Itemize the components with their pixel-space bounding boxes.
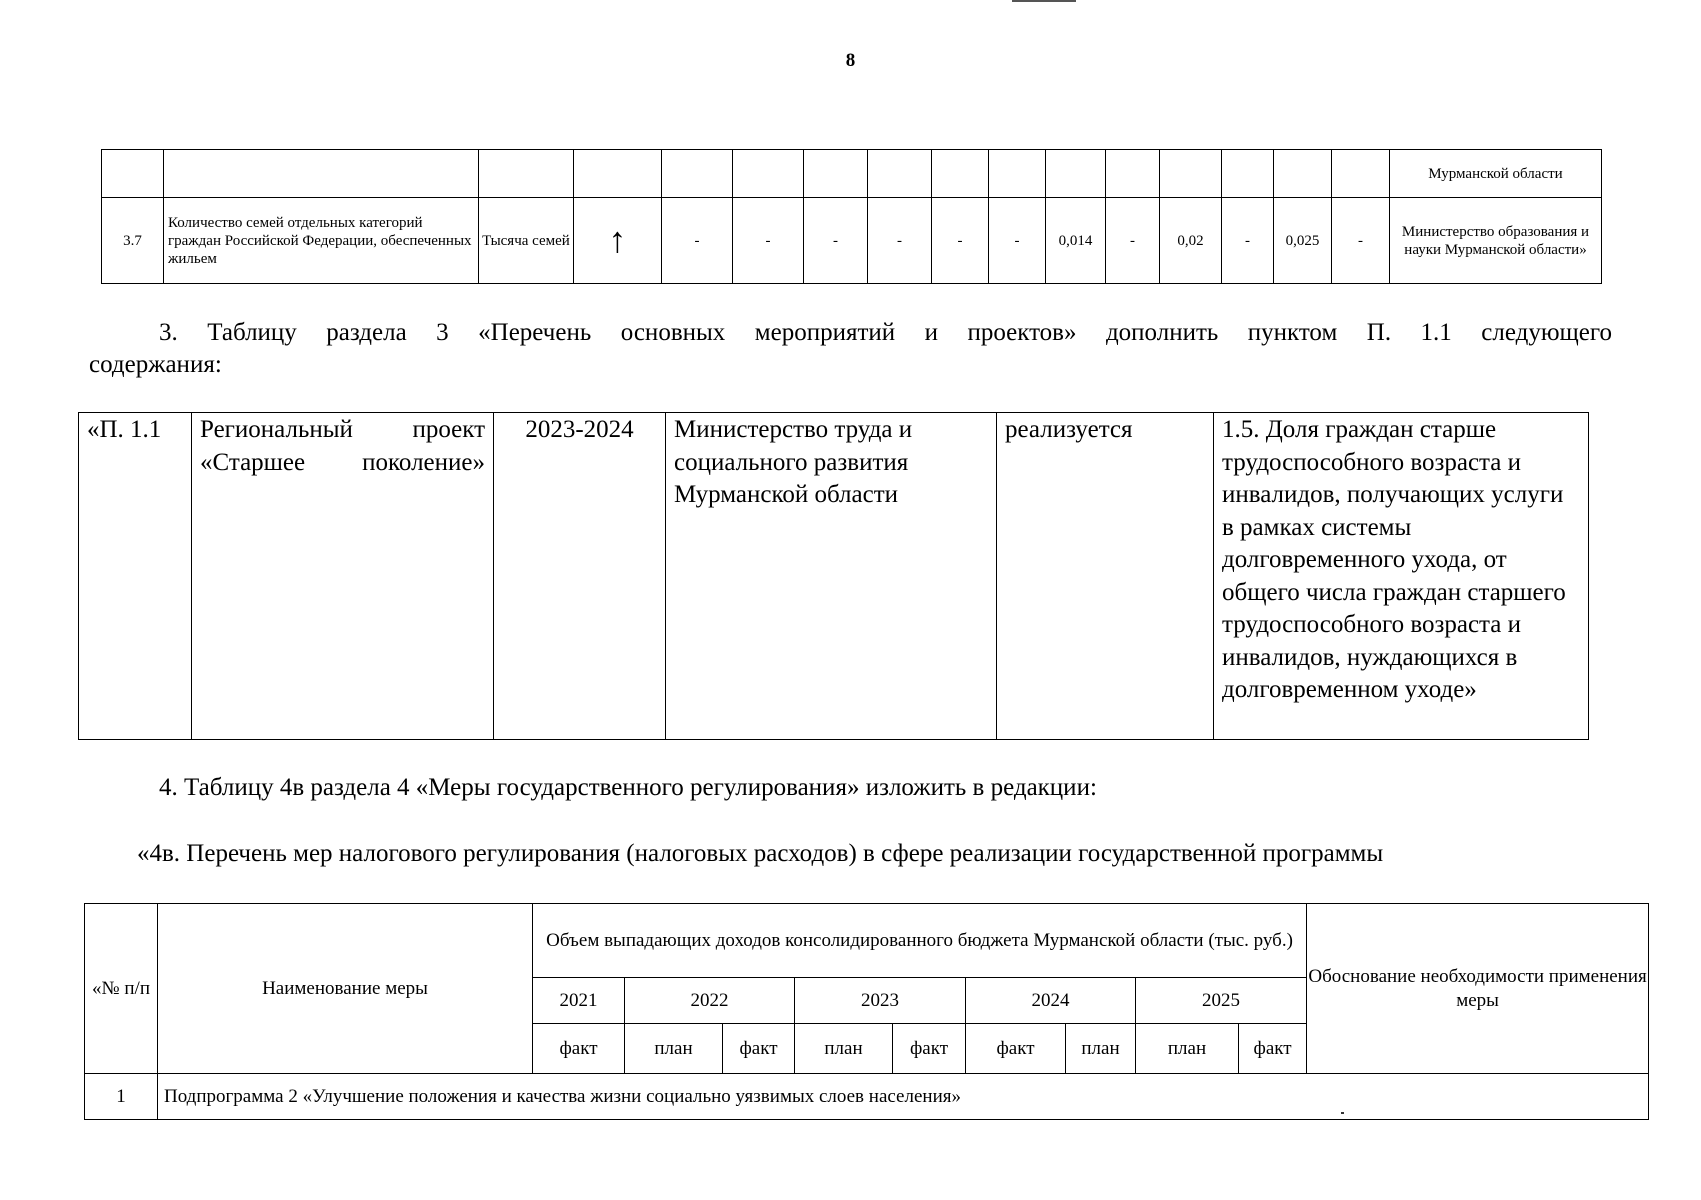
paragraph-3-line-2: содержания: — [89, 351, 222, 378]
org-cell: Мурманской области — [1390, 150, 1602, 198]
table-cell — [804, 150, 868, 198]
value-cell: - — [804, 198, 868, 284]
measure-executor: Министерство труда и социального развития Мурманской области — [666, 413, 997, 740]
value-cell: - — [1332, 198, 1390, 284]
measure-status: реализуется — [997, 413, 1214, 740]
measure-indicator: 1.5. Доля граждан старше трудоспособного возраста и инвалидов, получающих услуги в рамках системы долговременного ухода, от общего числа граждан старшего трудоспособного возраста и инвалидов, нуждающихся в долговременном уходе» — [1214, 413, 1589, 740]
table-cell — [102, 150, 164, 198]
table-cell — [1274, 150, 1332, 198]
up-arrow-icon: ↑ — [574, 198, 662, 284]
column-header-reason: Обоснование необходимости применения меры — [1307, 904, 1649, 1074]
indicator-name: Количество семей отдельных категорий граждан Российской Федерации, обеспеченных жильем — [164, 198, 479, 284]
table-cell — [868, 150, 932, 198]
table-row — [85, 1074, 1649, 1120]
table-cell — [1160, 150, 1222, 198]
subheader: факт — [533, 1024, 625, 1074]
value-cell: - — [1222, 198, 1274, 284]
row-number: 3.7 — [102, 198, 164, 284]
value-cell: 0,02 — [1160, 198, 1222, 284]
paragraph-3 — [89, 317, 1612, 381]
unit-cell: Тысяча семей — [479, 198, 574, 284]
table-cell — [1106, 150, 1160, 198]
tax-measures-table — [84, 903, 1649, 1120]
table-title: «4в. Перечень мер налогового регулирования (налоговых расходов) в сфере реализации государственной программы — [137, 840, 1384, 867]
table-cell — [989, 150, 1046, 198]
subheader: факт — [723, 1024, 795, 1074]
table-cell — [479, 150, 574, 198]
subheader: план — [795, 1024, 893, 1074]
row-number: 1 — [85, 1074, 158, 1120]
page-number: 8 — [845, 50, 856, 71]
subheader: факт — [1239, 1024, 1307, 1074]
paragraph-3-line-1: 3. Таблицу раздела 3 «Перечень основных мероприятий и проектов» дополнить пунктом П. 1.1 следующего — [159, 319, 1612, 346]
table-cell — [1046, 150, 1106, 198]
column-header-number: «№ п/п — [85, 904, 158, 1074]
year-header: 2023 — [795, 978, 966, 1024]
table-cell — [1332, 150, 1390, 198]
measures-table-fragment — [78, 412, 1589, 740]
indicators-table-fragment — [101, 149, 1602, 284]
value-cell: - — [932, 198, 989, 284]
value-cell: - — [1106, 198, 1160, 284]
value-cell: 0,014 — [1046, 198, 1106, 284]
value-cell: 0,025 — [1274, 198, 1332, 284]
column-header-name: Наименование меры — [158, 904, 533, 1074]
measure-years: 2023-2024 — [494, 413, 666, 740]
value-cell: - — [733, 198, 804, 284]
subprogram-title: Подпрограмма 2 «Улучшение положения и качества жизни социально уязвимых слоев населения» — [158, 1074, 1649, 1120]
table-cell — [574, 150, 662, 198]
value-cell: - — [868, 198, 932, 284]
year-header: 2024 — [966, 978, 1136, 1024]
value-cell: - — [989, 198, 1046, 284]
table-cell — [164, 150, 479, 198]
top-edge-mark — [1012, 0, 1076, 2]
subheader: факт — [966, 1024, 1066, 1074]
subheader: план — [1066, 1024, 1136, 1074]
scan-speck — [1341, 1112, 1344, 1114]
org-cell: Министерство образования и науки Мурманской области» — [1390, 198, 1602, 284]
year-header: 2021 — [533, 978, 625, 1024]
subheader: факт — [893, 1024, 966, 1074]
table-cell — [733, 150, 804, 198]
subheader: план — [1136, 1024, 1239, 1074]
column-header-volume: Объем выпадающих доходов консолидированного бюджета Мурманской области (тыс. руб.) — [533, 904, 1307, 978]
table-cell — [1222, 150, 1274, 198]
table-cell — [662, 150, 733, 198]
value-cell: - — [662, 198, 733, 284]
year-header: 2022 — [625, 978, 795, 1024]
table-row — [102, 150, 1602, 198]
paragraph-4: 4. Таблицу 4в раздела 4 «Меры государственного регулирования» изложить в редакции: — [159, 774, 1097, 801]
measure-name: Региональный проект «Старшее поколение» — [192, 413, 494, 740]
table-row — [102, 198, 1602, 284]
subheader: план — [625, 1024, 723, 1074]
table-cell — [932, 150, 989, 198]
table-row — [79, 413, 1589, 740]
year-header: 2025 — [1136, 978, 1307, 1024]
table-header-row — [85, 904, 1649, 978]
measure-number: «П. 1.1 — [79, 413, 192, 740]
